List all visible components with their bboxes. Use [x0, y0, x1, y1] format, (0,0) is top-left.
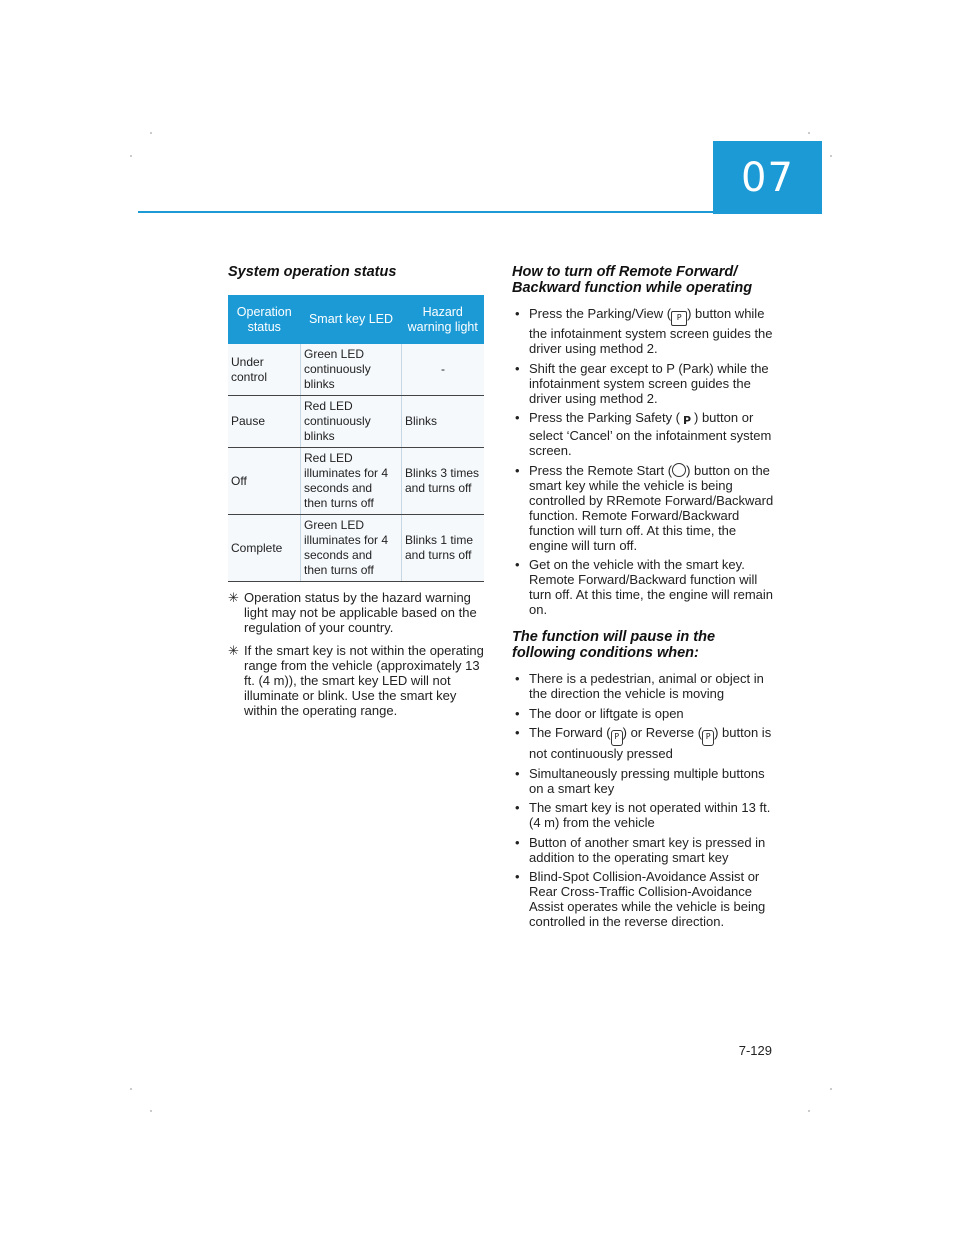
list-item: • Button of another smart key is pressed in addition to the operating smart key — [512, 835, 774, 865]
list-item — [512, 410, 774, 458]
table-cell: Pause — [228, 396, 301, 448]
list-item-text: ) button while the infotainment system screen guides the driver using method 2. — [529, 306, 773, 356]
parking-view-icon: P — [671, 311, 687, 326]
turn-off-list — [512, 306, 774, 617]
forward-key-icon: P — [611, 730, 623, 746]
list-item-text: Get on the vehicle with the smart key. Remote Forward/Backward function will turn off. At this time, the engine will remain on. — [529, 557, 773, 617]
list-item-text: Press the Parking/View ( — [529, 306, 672, 321]
table-cell: Blinks — [402, 396, 485, 448]
note — [228, 643, 484, 718]
chapter-tab — [713, 141, 822, 214]
left-column — [228, 264, 484, 718]
remote-start-icon — [672, 463, 686, 477]
table-cell: Blinks 3 times and turns off — [402, 448, 485, 515]
section-heading-pause-conditions: The function will pause in the following conditions when: — [512, 629, 716, 661]
crop-mark — [808, 132, 810, 134]
chapter-number: 07 — [741, 154, 794, 201]
crop-mark — [130, 1088, 132, 1090]
table-row — [228, 396, 484, 448]
table-cell: Blinks 1 time and turns off — [402, 515, 485, 582]
note-text: Operation status by the hazard warning light may not be applicable based on the regulation of your country. — [244, 590, 477, 635]
list-item: • Blind-Spot Collision-Avoidance Assist or Rear Cross-Traffic Collision-Avoidance Assist operates while the vehicle is being controlled in the reverse direction. — [512, 869, 774, 929]
list-item — [512, 361, 774, 406]
crop-mark — [150, 132, 152, 134]
section-heading-system-status: System operation status — [228, 264, 397, 280]
table-cell: - — [402, 344, 485, 396]
list-item-text: ) button or select ‘Cancel’ on the infotainment system screen. — [529, 410, 772, 458]
list-item-text: Press the Parking Safety ( — [529, 410, 681, 425]
crop-mark — [830, 1088, 832, 1090]
table-header-row — [228, 295, 484, 344]
section-heading-turn-off: How to turn off Remote Forward/ Backward function while operating — [512, 264, 753, 296]
table-cell: Red LED illuminates for 4 seconds and then turns off — [301, 448, 402, 515]
column-header: Hazard warning light — [402, 295, 485, 344]
operation-status-table — [228, 295, 484, 582]
column-header: Operation status — [228, 295, 301, 344]
crop-mark — [808, 1110, 810, 1112]
note-asterisk-icon: ✳ — [228, 643, 239, 658]
list-item-text: ) or Reverse ( — [622, 725, 703, 740]
table-cell: Green LED illuminates for 4 seconds and then turns off — [301, 515, 402, 582]
note-text: If the smart key is not within the operating range from the vehicle (approximately 13 ft. (4 m)), the smart key LED will not illuminate or blink. Use the smart key within the operating range. — [244, 643, 484, 718]
table-cell: Off — [228, 448, 301, 515]
table-cell: Under control — [228, 344, 301, 396]
list-item: • The smart key is not operated within 13 ft. (4 m) from the vehicle — [512, 800, 774, 830]
note — [228, 590, 484, 635]
list-item-text: ) button on the smart key while the vehicle is being controlled by RRemote Forward/Backward function. Remote Forward/Backward function will turn off. At this time, the engine will turn off. — [529, 462, 774, 553]
page-number: 7-129 — [738, 1043, 772, 1058]
list-item-text: The Forward ( — [529, 725, 611, 740]
table-row — [228, 448, 484, 515]
pause-conditions-list — [512, 671, 774, 929]
list-item — [512, 725, 774, 761]
list-item-text: Shift the gear except to P (Park) while the infotainment system screen guides the driver using method 2. — [529, 360, 769, 406]
table-cell: Red LED continuously blinks — [301, 396, 402, 448]
crop-mark — [830, 155, 832, 157]
list-item: • The door or liftgate is open — [512, 706, 774, 721]
parking-safety-icon: P — [682, 414, 692, 427]
crop-mark — [150, 1110, 152, 1112]
table-cell: Green LED continuously blinks — [301, 344, 402, 396]
list-item — [512, 557, 774, 617]
table-row — [228, 515, 484, 582]
note-asterisk-icon: ✳ — [228, 590, 239, 605]
table-cell: Complete — [228, 515, 301, 582]
header-rule — [138, 211, 713, 213]
crop-mark — [130, 155, 132, 157]
list-item — [512, 463, 774, 553]
table-row — [228, 344, 484, 396]
reverse-key-icon: P — [702, 730, 714, 746]
list-item-text: Press the Remote Start ( — [529, 462, 673, 478]
list-item — [512, 306, 774, 356]
list-item: • Simultaneously pressing multiple buttons on a smart key — [512, 766, 774, 796]
list-item: • There is a pedestrian, animal or object in the direction the vehicle is moving — [512, 671, 774, 701]
list-item-text: ) button is not continuously pressed — [529, 725, 772, 761]
column-header: Smart key LED — [301, 295, 402, 344]
right-column — [512, 264, 774, 934]
